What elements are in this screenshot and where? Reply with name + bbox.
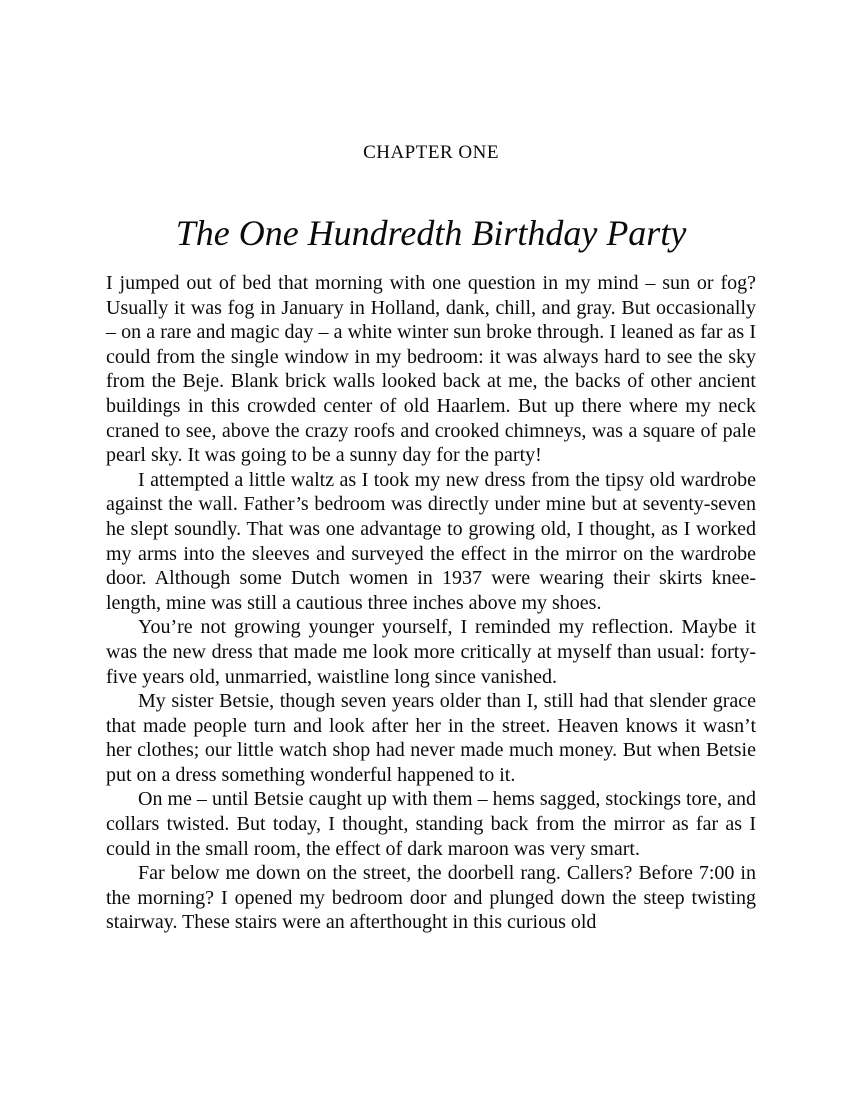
chapter-title: The One Hundredth Birthday Party bbox=[175, 213, 687, 253]
paragraph: I jumped out of bed that morning with one question in my mind – sun or fog? Usually it was fog in January in Holland, dank, chill, and gray. But occasionally – on a rare and magic day – a white winter sun broke through. I leaned as far as I could from the single window in my bedroom: it was always hard to see the sky from the Beje. Blank brick walls looked back at me, the backs of other ancient buildings in this crowded center of old Haarlem. But up there where my neck craned to see, above the crazy roofs and crooked chimneys, was a square of pale pearl sky. It was going to be a sunny day for the party! bbox=[106, 272, 756, 467]
paragraph: My sister Betsie, though seven years older than I, still had that slender grace that made people turn and look after her in the street. Heaven knows it wasn’t her clothes; our little watch shop had never made much money. But when Betsie put on a dress something wonderful happened to it. bbox=[106, 690, 756, 786]
paragraph: On me – until Betsie caught up with them – hems sagged, stockings tore, and collars twisted. But today, I thought, standing back from the mirror as far as I could in the small room, the effect of dark maroon was very smart. bbox=[106, 788, 756, 860]
paragraph: You’re not growing younger yourself, I reminded my reflection. Maybe it was the new dress that made me look more critically at myself than usual: forty-five years old, unmarried, waistline long since vanished. bbox=[106, 616, 756, 688]
body-text bbox=[106, 271, 756, 935]
paragraph: I attempted a little waltz as I took my new dress from the tipsy old wardrobe against the wall. Father’s bedroom was directly under mine but at seventy-seven he slept soundly. That was one advantage to growing old, I thought, as I worked my arms into the sleeves and surveyed the effect in the mirror on the wardrobe door. Although some Dutch women in 1937 were wearing their skirts knee-length, mine was still a cautious three inches above my shoes. bbox=[106, 468, 756, 614]
paragraph: Far below me down on the street, the doorbell rang. Callers? Before 7:00 in the morning? I opened my bedroom door and plunged down the steep twisting stairway. These stairs were an afterthought in this curious old bbox=[106, 862, 756, 934]
chapter-label: CHAPTER ONE bbox=[363, 142, 499, 163]
